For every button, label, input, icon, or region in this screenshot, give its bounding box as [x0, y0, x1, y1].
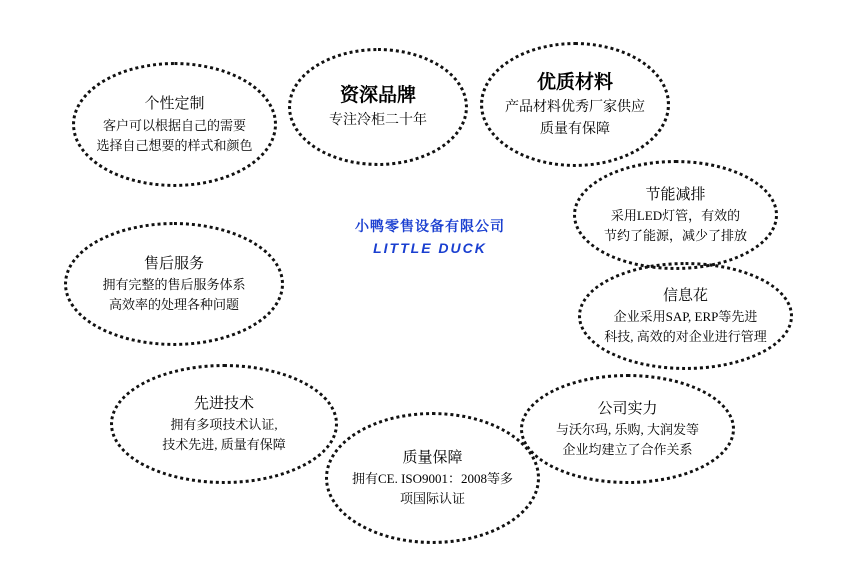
bubble-line: 企业均建立了合作关系	[562, 442, 693, 458]
bubble-after-sale-service	[64, 222, 284, 346]
bubble-line: 项国际认证	[399, 491, 465, 507]
bubble-title: 先进技术	[193, 395, 254, 412]
company-name-en: LITTLE DUCK	[373, 240, 487, 257]
bubble-quality-assurance	[325, 412, 540, 544]
bubble-line: 拥有CE. ISO9001：2008等多	[351, 471, 514, 487]
bubble-custom-made	[72, 62, 277, 187]
bubble-line: 客户可以根据自己的需要	[102, 117, 246, 133]
bubble-line: 科技, 高效的对企业进行管理	[604, 329, 767, 345]
bubble-line: 拥有完整的售后服务体系	[102, 277, 246, 293]
bubble-line: 拥有多项技术认证,	[170, 417, 278, 433]
bubble-line: 选择自己想要的样式和颜色	[96, 137, 253, 153]
bubble-title: 售后服务	[143, 255, 204, 272]
center-logo	[330, 215, 530, 261]
bubble-line: 高效率的处理各种问题	[108, 297, 239, 313]
bubble-advanced-technology	[110, 364, 338, 484]
bubble-line: 节约了能源，减少了排放	[603, 228, 747, 244]
bubble-line: 企业采用SAP, ERP等先进	[613, 309, 758, 325]
bubble-title: 信息花	[662, 287, 708, 304]
bubble-title: 优质材料	[536, 71, 613, 93]
bubble-company-strength	[520, 374, 735, 484]
bubble-title: 资深品牌	[339, 84, 416, 106]
bubble-line: 与沃尔玛, 乐购, 大润发等	[555, 422, 699, 438]
bubble-line: 质量有保障	[540, 121, 610, 137]
bubble-title: 质量保障	[402, 449, 463, 466]
bubble-title: 个性定制	[144, 96, 205, 113]
bubble-line: 专注冷柜二十年	[329, 113, 427, 129]
bubble-line: 技术先进, 质量有保障	[162, 437, 286, 453]
company-name-cn: 小鸭零售设备有限公司	[355, 218, 505, 234]
bubble-informatization	[578, 262, 793, 370]
bubble-line: 产品材料优秀厂家供应	[505, 100, 645, 116]
bubble-title: 公司实力	[597, 400, 658, 417]
bubble-quality-material	[480, 42, 670, 167]
bubble-energy-saving	[573, 160, 778, 270]
bubble-line: 采用LED灯管，有效的	[610, 208, 741, 224]
bubble-senior-brand	[288, 48, 468, 166]
bubble-title: 节能减排	[645, 186, 706, 203]
